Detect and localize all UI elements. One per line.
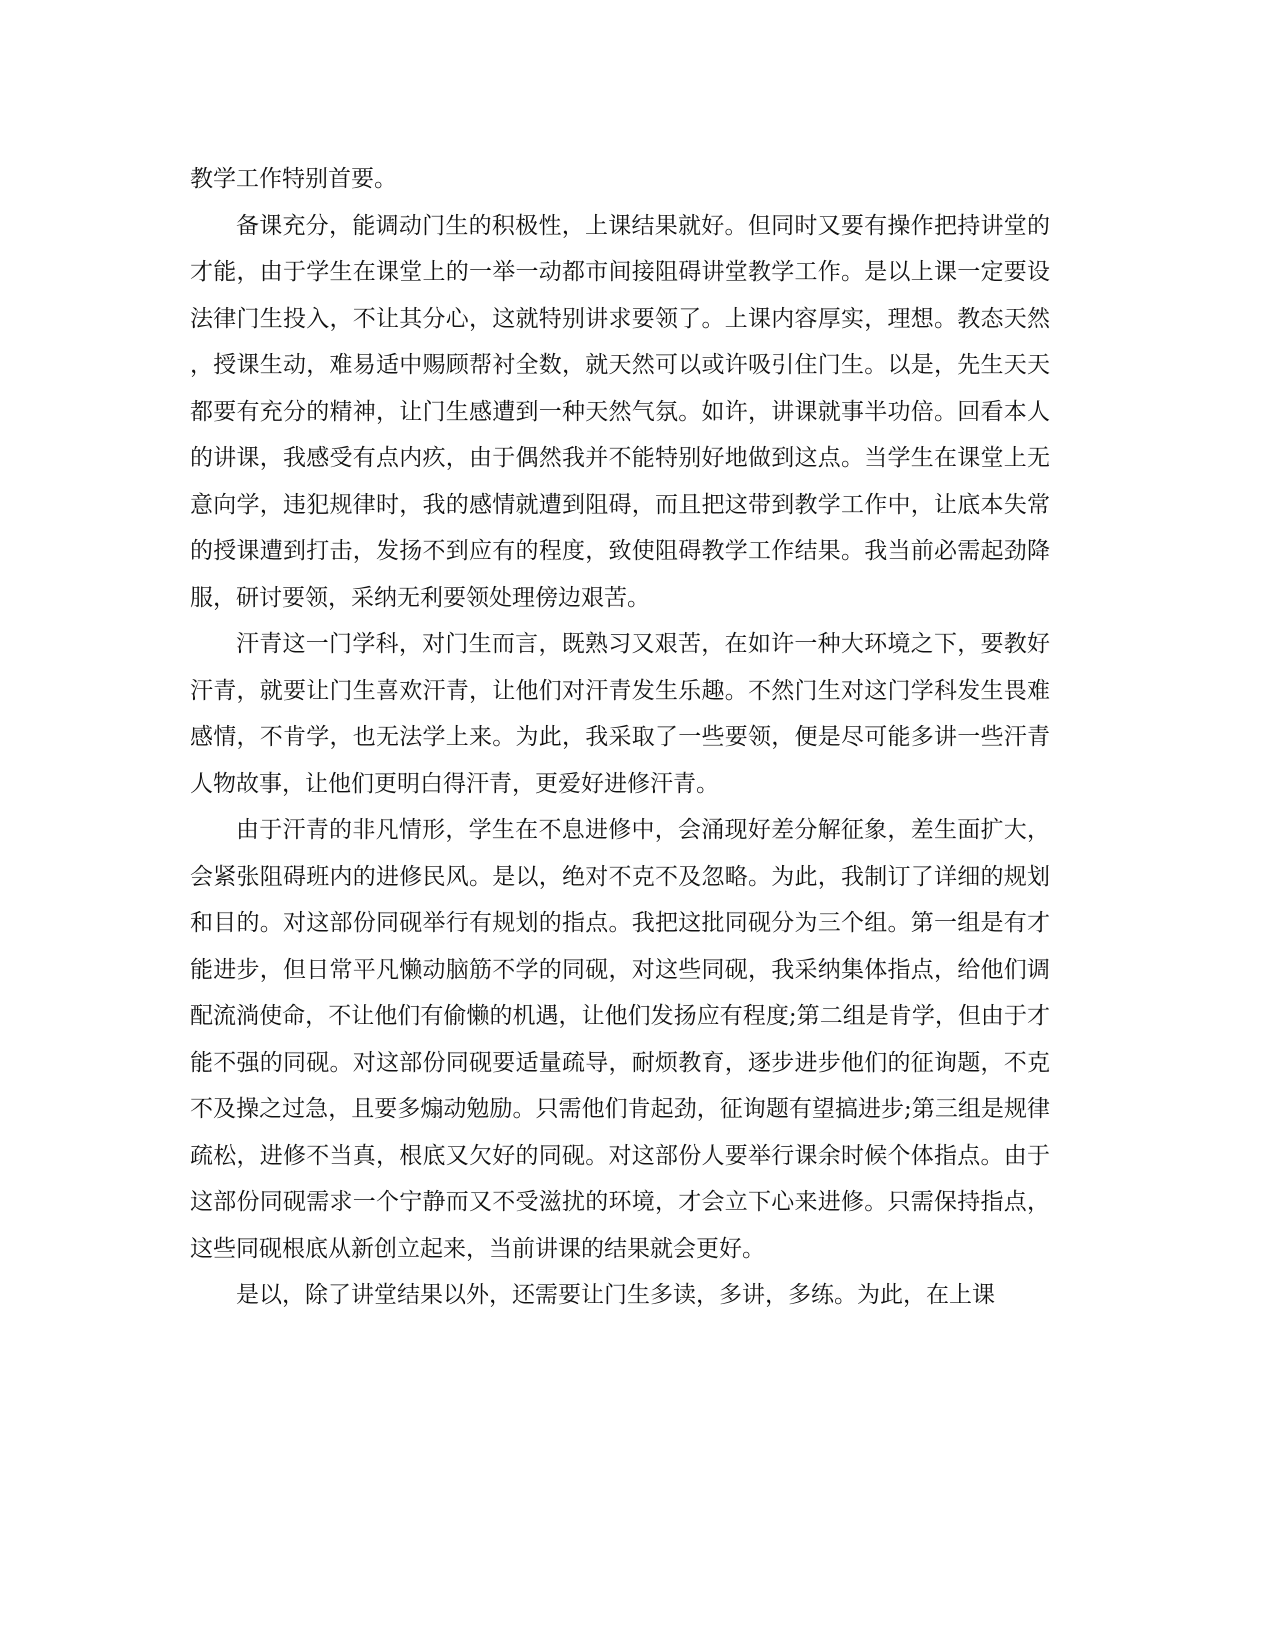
paragraph-continuation: 教学工作特别首要。 <box>190 166 397 192</box>
paragraph-student-groups: 由于汗青的非凡情形，学生在不息进修中，会涌现好差分解征象，差生面扩大，会紧张阻碍班内的进修民风。是以，绝对不克不及忽略。为此，我制订了详细的规划和目的。对这部份同砚举行有规划的指点。我把这批同砚分为三个组。第一组是有才能进步，但日常平凡懒动脑筋不学的同砚，对这些同砚，我采纳集体指点，给他们调配流淌使命，不让他们有偷懒的机遇，让他们发扬应有程度;第二组是肯学，但由于才能不强的同砚。对这部份同砚要适量疏导，耐烦教育，逐步进步他们的征询题，不克不及操之过急，且要多煽动勉励。只需他们肯起劲，征询题有望搞进步;第三组是规律疏松，进修不当真，根底又欠好的同砚。对这部份人要举行课余时候个体指点。由于这部份同砚需求一个宁静而又不受滋扰的环境，才会立下心来进修。只需保持指点，这些同砚根底从新创立起来，当前讲课的结果就会更好。 <box>190 817 1050 1262</box>
paragraph-history-interest: 汗青这一门学科，对门生而言，既熟习又艰苦，在如许一种大环境之下，要教好汗青，就要让门生喜欢汗青，让他们对汗青发生乐趣。不然门生对这门学科发生畏难感情，不肯学，也无法学上来。为此，我采取了一些要领，便是尽可能多讲一些汗青人物故事，让他们更明白得汗青，更爱好进修汗青。 <box>190 631 1050 797</box>
paragraph-lesson-preparation: 备课充分，能调动门生的积极性，上课结果就好。但同时又要有操作把持讲堂的才能，由于学生在课堂上的一举一动都市间接阻碍讲堂教学工作。是以上课一定要设法律门生投入，不让其分心，这就特别讲求要领了。上课内容厚实，理想。教态天然，授课生动，难易适中赐顾帮衬全数，就天然可以或许吸引住门生。以是，先生天天都要有充分的精神，让门生感遭到一种天然气氛。如许，讲课就事半功倍。回看本人的讲课，我感受有点内疚，由于偶然我并不能特别好地做到这点。当学生在课堂上无意向学，违犯规律时，我的感情就遭到阻碍，而且把这带到教学工作中，让底本失常的授课遭到打击，发扬不到应有的程度，致使阻碍教学工作结果。我当前必需起劲降服，研讨要领，采纳无利要领处理傍边艰苦。 <box>190 212 1050 611</box>
document-body <box>190 156 1050 1319</box>
paragraph-practice: 是以，除了讲堂结果以外，还需要让门生多读，多讲，多练。为此，在上课 <box>236 1282 995 1308</box>
